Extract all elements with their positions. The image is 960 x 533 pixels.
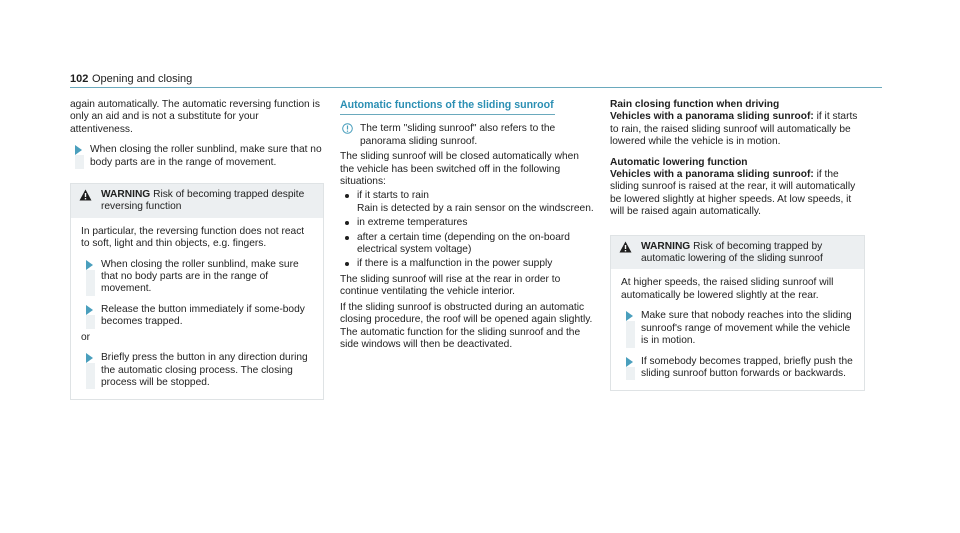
note — [340, 123, 595, 148]
intro-text: again automatically. The automatic reversing function is only an aid and is not a substitute for your attentiveness. — [70, 99, 320, 135]
step-text: Briefly press the button in any direction during the automatic closing process. The closing process will be stopped. — [101, 352, 308, 388]
instruction-step — [81, 304, 313, 329]
instruction-step — [621, 356, 854, 381]
step-arrow-icon — [626, 357, 633, 367]
page-title: Opening and closing — [92, 73, 193, 85]
list-item-detail: Rain is detected by a rain sensor on the windscreen. — [357, 202, 594, 214]
vehicle-condition: Vehicles with a panorama sliding sunroof: — [610, 111, 814, 123]
page-header — [70, 71, 882, 88]
subheading: Rain closing function when driving — [610, 99, 780, 110]
vehicle-condition: Vehicles with a panorama sliding sunroof: — [610, 169, 814, 181]
bullet-list — [340, 190, 595, 270]
list-item: in extreme temperatures — [340, 217, 595, 229]
step-stripe — [75, 155, 84, 169]
step-stripe — [626, 367, 635, 381]
step-stripe — [626, 321, 635, 347]
warning-box — [610, 235, 865, 392]
warning-title: WARNING — [641, 240, 691, 252]
step-stripe — [86, 363, 95, 389]
step-text: When closing the roller sunblind, make sure that no body parts are in the range of movement. — [90, 144, 322, 168]
list-item: after a certain time (depending on the on-board electrical system voltage) — [340, 232, 595, 257]
step-text: Release the button immediately if some‑body becomes trapped. — [101, 303, 305, 328]
paragraph — [610, 169, 865, 219]
paragraph: The sliding sunroof will be closed automatically when the vehicle has been switched off in the following situations: — [340, 151, 579, 188]
instruction-step — [81, 352, 313, 389]
step-stripe — [86, 315, 95, 329]
warning-triangle-icon — [619, 241, 632, 253]
warning-triangle-icon — [79, 189, 92, 201]
column-middle — [340, 99, 595, 351]
warning-subtitle: Risk of becoming trapped despite reversing function — [101, 189, 305, 213]
paragraph: If the sliding sunroof is obstructed during an automatic closing procedure, the roof will be opened again slightly. The automatic function for the sliding sunroof and the side windows will then be deactivated. — [340, 301, 593, 350]
step-text: If somebody becomes trapped, briefly push the sliding sunroof button forwards or backwards. — [641, 355, 853, 379]
step-text: When closing the roller sunblind, make sure that no body parts are in the range of movement. — [101, 258, 299, 295]
subheading: Automatic lowering function — [610, 156, 748, 168]
step-arrow-icon — [86, 260, 93, 270]
info-note-icon — [342, 123, 353, 134]
instruction-step — [70, 144, 324, 169]
column-right — [610, 99, 865, 391]
paragraph: The sliding sunroof will rise at the rear in order to continue ventilating the vehicle interior. — [340, 273, 561, 298]
paragraph-text: if it starts to rain, the raised sliding sunroof will automatically be lowered while the vehicle is in motion. — [610, 111, 858, 148]
warning-body — [71, 218, 323, 399]
warning-body — [611, 269, 864, 390]
section-title: Automatic functions of the sliding sunroof — [340, 99, 555, 115]
list-item: if there is a malfunction in the power supply — [340, 258, 595, 270]
or-text: or — [81, 331, 91, 343]
warning-text: In particular, the reversing function does not react to soft, light and thin objects, e.g. fingers. — [81, 225, 305, 250]
step-stripe — [86, 270, 95, 296]
step-arrow-icon — [86, 305, 93, 315]
warning-text: At higher speeds, the raised sliding sunroof will automatically be lowered slightly at the rear. — [621, 277, 834, 301]
step-arrow-icon — [626, 311, 633, 321]
warning-box — [70, 183, 324, 400]
page-number: 102 — [70, 73, 89, 85]
step-arrow-icon — [75, 145, 82, 155]
instruction-step — [621, 310, 854, 347]
paragraph — [610, 111, 865, 148]
warning-title: WARNING — [101, 189, 151, 201]
warning-header — [611, 236, 864, 270]
step-text: Make sure that nobody reaches into the sliding sunroof's range of movement while the vehicle is in motion. — [641, 310, 852, 347]
note-text: The term "sliding sunroof" also refers to the panorama sliding sunroof. — [360, 123, 556, 147]
paragraph-text: if the sliding sunroof is raised at the rear, it will automatically be lowered slightly at higher speeds. At low speeds, it will be raised again automatically. — [610, 169, 856, 218]
warning-header — [71, 184, 323, 218]
step-arrow-icon — [86, 353, 93, 363]
warning-subtitle: Risk of becoming trapped by automatic lowering of the sliding sunroof — [641, 240, 823, 265]
list-item: if it starts to rain — [340, 190, 595, 202]
instruction-step — [81, 259, 313, 296]
column-left — [70, 99, 324, 400]
